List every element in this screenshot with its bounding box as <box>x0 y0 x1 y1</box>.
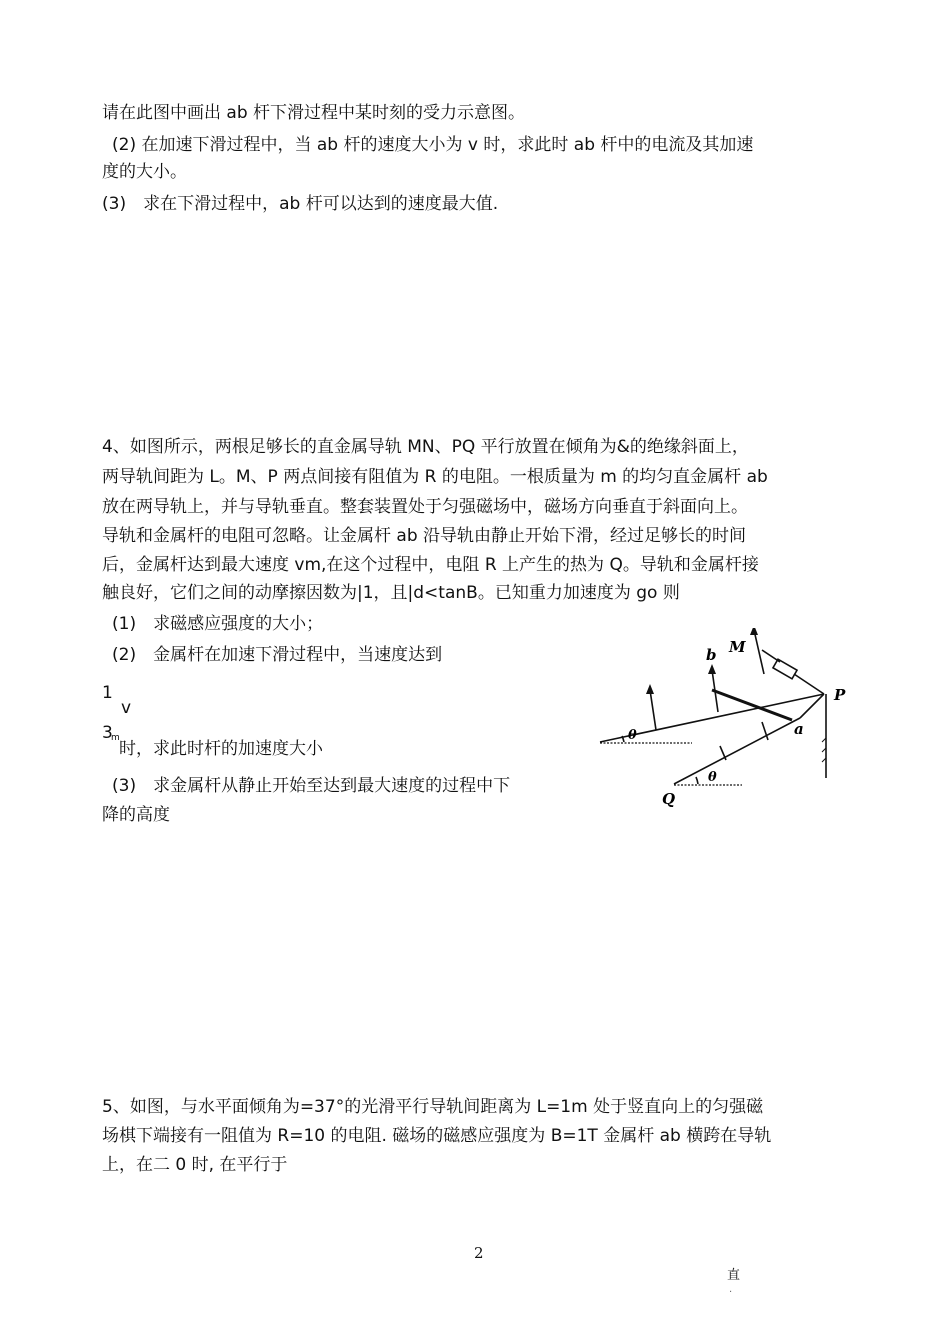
q4-subquestion-2-end: 时，求此时杆的加速度大小 <box>119 739 323 759</box>
q4-subquestion-3-cont: 降的高度 <box>102 805 170 825</box>
q3-line-1: 请在此图中画出 ab 杆下滑过程中某时刻的受力示意图。 <box>102 103 526 123</box>
fraction-numerator: 1 <box>102 683 113 703</box>
q5-line-1: 5、如图，与水平面倾角为=37°的光滑平行导轨间距离为 L=1m 处于竖直向上的匀强磁 <box>102 1097 764 1117</box>
theta-upper: θ <box>628 728 637 743</box>
q3-part-2: (2) 在加速下滑过程中，当 ab 杆的速度大小为 v 时，求此时 ab 杆中的电流及其加速 <box>112 135 754 155</box>
q4-line-4: 导轨和金属杆的电阻可忽略。让金属杆 ab 沿导轨由静止开始下滑，经过足够长的时间 <box>102 526 747 546</box>
q5-line-2: 场棋下端接有一阻值为 R=10 的电阻. 磁场的磁感应强度为 B=1T 金属杆 ab 横跨在导轨 <box>102 1126 772 1146</box>
q4-line-6: 触良好，它们之间的动摩擦因数为|1，且|d<tanB。已知重力加速度为 go 则 <box>102 583 680 603</box>
label-P: P <box>834 686 846 704</box>
label-b: b <box>706 646 717 664</box>
q4-line-1: 4、如图所示，两根足够长的直金属导轨 MN、PQ 平行放置在倾角为&的绝缘斜面上， <box>102 437 749 457</box>
q3-part-2-cont: 度的大小。 <box>102 162 187 182</box>
q5-line-3: 上，在二 0 时, 在平行于 <box>102 1155 288 1175</box>
q4-line-2: 两导轨间距为 L。M、P 两点间接有阻值为 R 的电阻。一根质量为 m 的均匀直金属杆 ab <box>102 467 768 487</box>
subscript-m: m <box>111 733 120 743</box>
q4-subquestion-2: (2) 金属杆在加速下滑过程中，当速度达到 <box>112 645 443 665</box>
label-a: a <box>794 720 804 738</box>
q4-line-5: 后，金属杆达到最大速度 vm,在这个过程中，电阻 R 上产生的热为 Q。导轨和金属杆接 <box>102 555 759 575</box>
fraction-denominator: 3 <box>102 723 113 743</box>
label-Q: Q <box>662 790 676 808</box>
q4-subquestion-1: (1) 求磁感应强度的大小； <box>112 614 324 634</box>
page-number: 2 <box>474 1244 484 1262</box>
inclined-rails-diagram <box>594 628 854 818</box>
theta-lower: θ <box>708 770 717 785</box>
label-M: M <box>729 638 746 656</box>
footer-corner-dot: . <box>729 1284 733 1295</box>
velocity-symbol: v <box>121 698 132 718</box>
q4-line-3: 放在两导轨上，并与导轨垂直。整套装置处于匀强磁场中，磁场方向垂直于斜面向上。 <box>102 497 748 517</box>
q4-subquestion-3: (3) 求金属杆从静止开始至达到最大速度的过程中下 <box>112 776 511 796</box>
footer-corner-char: 直 <box>727 1268 741 1283</box>
q3-part-3: (3) 求在下滑过程中，ab 杆可以达到的速度最大值. <box>102 194 499 214</box>
